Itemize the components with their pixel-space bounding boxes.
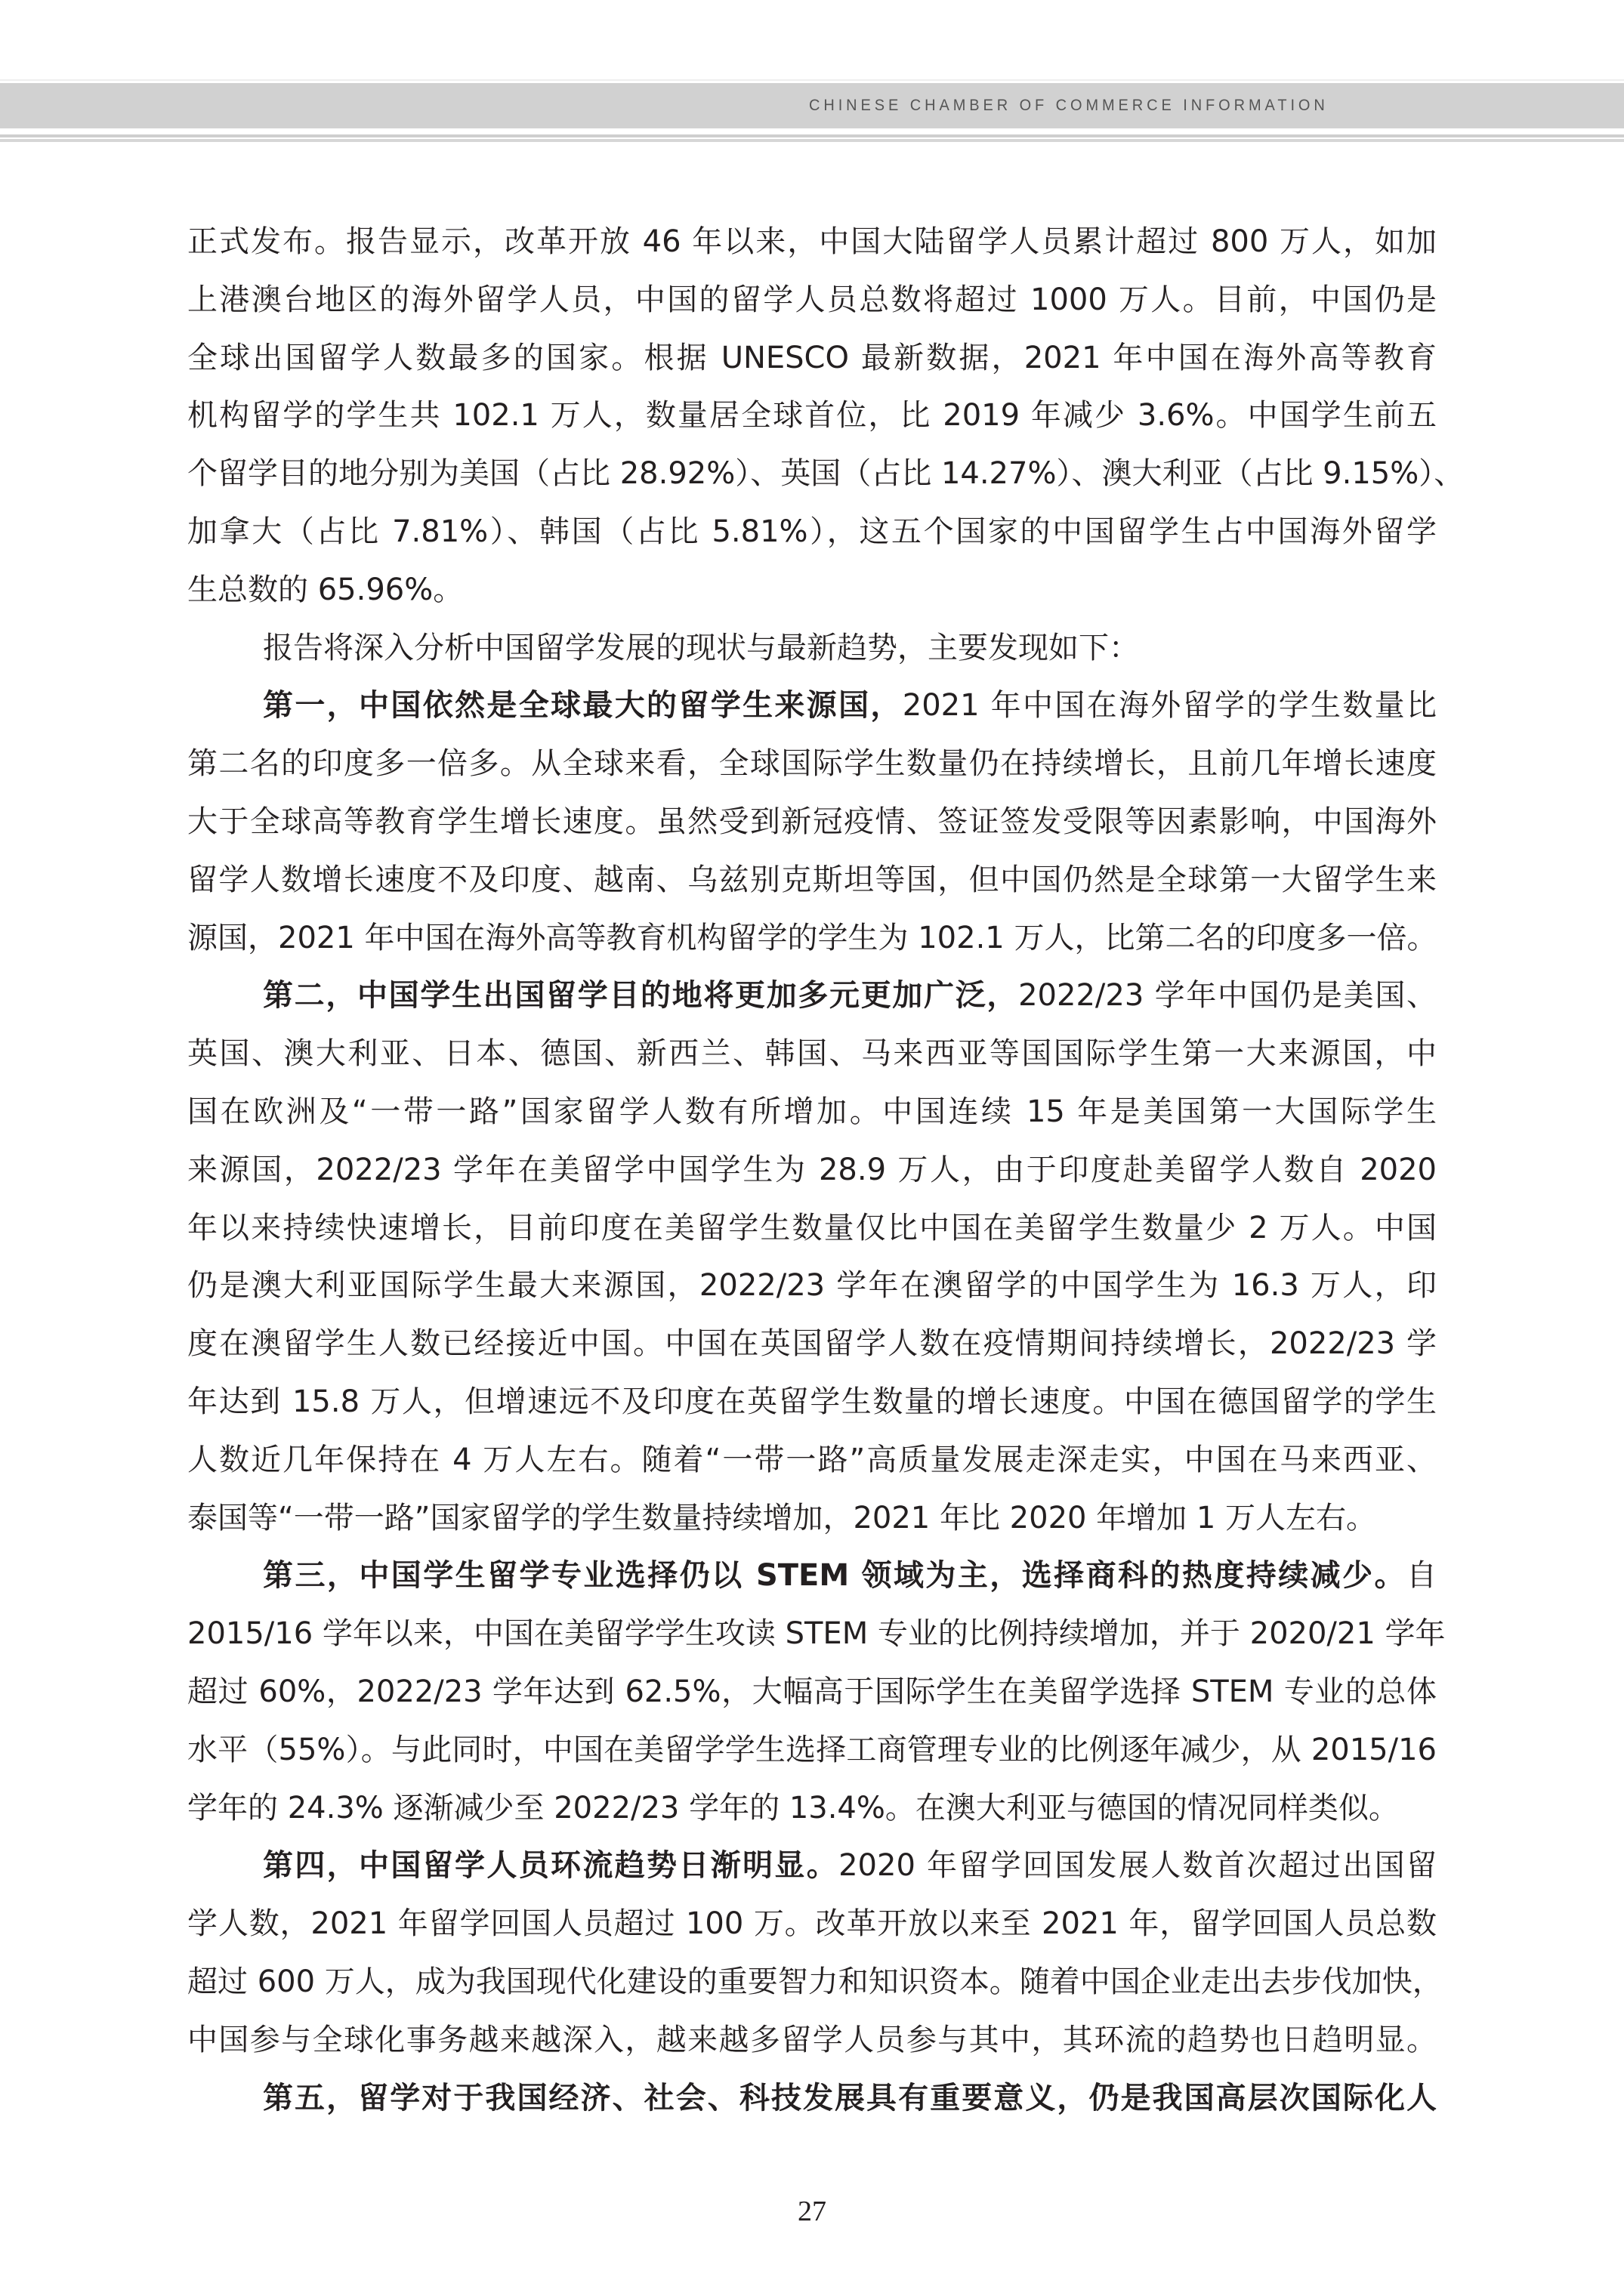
text-segment: 报告将深入分析中国留学发展的现状与最新趋势，主要发现如下： (263, 630, 1139, 665)
text-line (187, 793, 1437, 851)
text-segment: 国在欧洲及“一带一路”国家留学人数有所增加。中国连续 15 年是美国第一大国际学生 (187, 1094, 1437, 1129)
text-line (187, 735, 1437, 793)
text-line (187, 1779, 1437, 1838)
text-segment: 生总数的 65.96%。 (187, 572, 464, 607)
text-segment: 年以来持续快速增长，目前印度在美留学生数量仅比中国在美留学生数量少 2 万人。中国 (187, 1210, 1437, 1245)
text-segment: 2021 年中国在海外留学的学生数量比 (902, 688, 1437, 724)
text-line (187, 1605, 1446, 1663)
text-line (187, 503, 1437, 561)
text-segment: 水平（55%）。与此同时，中国在美留学学生选择工商管理专业的比例逐年减少，从 2015/16 (187, 1732, 1437, 1767)
text-segment: 留学人数增长速度不及印度、越南、乌兹别克斯坦等国，但中国仍然是全球第一大留学生来 (187, 862, 1437, 897)
header-rule (0, 134, 1624, 137)
text-line (187, 1837, 1437, 1895)
text-line (187, 677, 1437, 735)
text-line (187, 1083, 1437, 1141)
text-line (187, 561, 1437, 619)
text-segment: 仍是澳大利亚国际学生最大来源国，2022/23 学年在澳留学的中国学生为 16.3 万人，印 (187, 1268, 1437, 1304)
text-segment: 学年的 24.3% 逐渐减少至 2022/23 学年的 13.4%。在澳大利亚与德国的情况同样类似。 (187, 1790, 1399, 1825)
text-line (187, 271, 1437, 329)
text-line (187, 387, 1437, 445)
text-segment: 来源国，2022/23 学年在美留学中国学生为 28.9 万人，由于印度赴美留学人数自 2020 (187, 1152, 1437, 1187)
bold-heading-text: 第五，留学对于我国经济、社会、科技发展具有重要意义，仍是我国高层次国际化人 (263, 2080, 1437, 2116)
text-line (187, 1141, 1437, 1199)
text-segment: 超过 600 万人，成为我国现代化建设的重要智力和知识资本。随着中国企业走出去步伐加快， (187, 1964, 1443, 1999)
bold-heading-text: 第四，中国留学人员环流趋势日渐明显。 (263, 1848, 839, 1884)
text-segment: 泰国等“一带一路”国家留学的学生数量持续增加，2021 年比 2020 年增加 1 万人左右。 (187, 1500, 1377, 1535)
text-line (187, 909, 1437, 968)
text-line (187, 445, 1465, 503)
header-title: CHINESE CHAMBER OF COMMERCE INFORMATION (809, 97, 1329, 114)
text-line (187, 1025, 1437, 1083)
text-line (187, 1199, 1437, 1258)
text-segment: 2022/23 学年中国仍是美国、 (1018, 978, 1437, 1014)
text-segment: 2015/16 学年以来，中国在美留学学生攻读 STEM 专业的比例持续增加，并于 2020/21 学年 (187, 1616, 1446, 1652)
text-line (187, 851, 1437, 909)
header-rule (0, 139, 1624, 142)
page-number: 27 (798, 2196, 826, 2227)
text-segment: 源国，2021 年中国在海外高等教育机构留学的学生为 102.1 万人，比第二名的印度多一倍。 (187, 920, 1437, 955)
text-segment: 自 (1406, 1558, 1437, 1594)
text-segment: 英国、澳大利亚、日本、德国、新西兰、韩国、马来西亚等国国际学生第一大来源国，中 (187, 1036, 1437, 1072)
text-segment: 超过 60%，2022/23 学年达到 62.5%，大幅高于国际学生在美留学选择 STEM 专业的总体 (187, 1674, 1437, 1709)
header-top-rule (0, 79, 1624, 81)
text-line (187, 1257, 1437, 1315)
text-segment: 第二名的印度多一倍多。从全球来看，全球国际学生数量仍在持续增长，且前几年增长速度 (187, 746, 1437, 782)
text-line (187, 329, 1437, 387)
body-text (187, 213, 1465, 2127)
text-line (187, 619, 1437, 677)
text-segment: 个留学目的地分别为美国（占比 28.92%）、英国（占比 14.27%）、澳大利亚（占比 9.15%）、 (187, 456, 1465, 492)
text-segment: 大于全球高等教育学生增长速度。虽然受到新冠疫情、签证签发受限等因素影响，中国海外 (187, 804, 1437, 839)
text-line (187, 1721, 1437, 1779)
text-line (187, 2011, 1437, 2069)
text-segment: 学人数，2021 年留学回国人员超过 100 万。改革开放以来至 2021 年，留学回国人员总数 (187, 1906, 1437, 1942)
text-line (187, 1431, 1437, 1489)
bold-heading-text: 第二，中国学生出国留学目的地将更加多元更加广泛， (263, 978, 1019, 1014)
text-line (187, 213, 1437, 271)
text-line (187, 1315, 1437, 1373)
text-line (187, 2069, 1437, 2128)
text-line (187, 1489, 1437, 1548)
text-segment: 机构留学的学生共 102.1 万人，数量居全球首位，比 2019 年减少 3.6%。中国学生前五 (187, 398, 1437, 434)
text-line (187, 1953, 1443, 2011)
text-segment: 2020 年留学回国发展人数首次超过出国留 (838, 1848, 1437, 1884)
text-line (187, 1373, 1437, 1431)
text-line (187, 1663, 1437, 1721)
text-line (187, 1895, 1437, 1953)
text-segment: 正式发布。报告显示，改革开放 46 年以来，中国大陆留学人员累计超过 800 万人，如加 (187, 224, 1437, 259)
text-segment: 中国参与全球化事务越来越深入，越来越多留学人员参与其中，其环流的趋势也日趋明显。 (187, 2022, 1437, 2057)
text-line (187, 967, 1437, 1025)
text-segment: 上港澳台地区的海外留学人员，中国的留学人员总数将超过 1000 万人。目前，中国仍是 (187, 282, 1437, 317)
bold-heading-text: 第三，中国学生留学专业选择仍以 STEM 领域为主，选择商科的热度持续减少。 (263, 1558, 1406, 1594)
bold-heading-text: 第一，中国依然是全球最大的留学生来源国， (263, 688, 903, 724)
text-segment: 加拿大（占比 7.81%）、韩国（占比 5.81%），这五个国家的中国留学生占中国海外留学 (187, 514, 1437, 549)
text-segment: 人数近几年保持在 4 万人左右。随着“一带一路”高质量发展走深走实，中国在马来西亚、 (187, 1442, 1437, 1477)
text-line (187, 1547, 1437, 1605)
text-segment: 全球出国留学人数最多的国家。根据 UNESCO 最新数据，2021 年中国在海外高等教育 (187, 340, 1437, 375)
text-segment: 年达到 15.8 万人，但增速远不及印度在英留学生数量的增长速度。中国在德国留学的学生 (187, 1384, 1437, 1419)
text-segment: 度在澳留学生人数已经接近中国。中国在英国留学人数在疫情期间持续增长，2022/23 学 (187, 1326, 1437, 1362)
